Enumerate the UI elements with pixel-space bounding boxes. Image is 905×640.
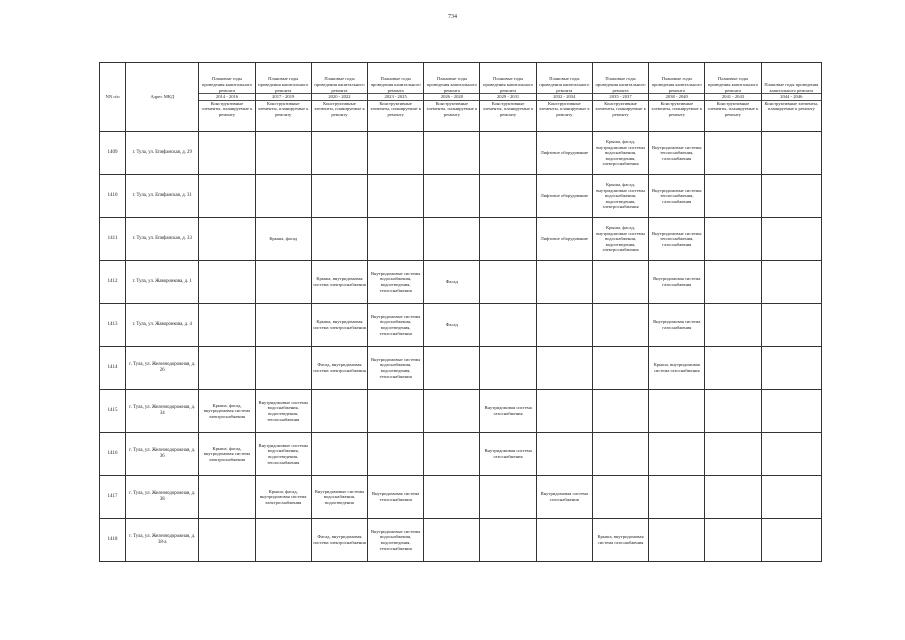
repair-cell: [424, 347, 480, 390]
period-title: Плановые годы проведения капитального ремонта: [201, 76, 253, 93]
repair-cell: [199, 261, 255, 304]
table-row: [100, 390, 822, 433]
repair-cell: Внутридомовая система теплоснабжения: [368, 476, 424, 519]
period-title: Плановые годы проведения капитального ремонта: [707, 76, 759, 93]
period-subtitle: Конструктивные элементы, планируемые к ремонту: [426, 100, 478, 117]
repair-cell: [536, 390, 592, 433]
row-address: г. Тула, ул. Железнодорожная, д. 38: [126, 476, 199, 519]
repair-cell: Лифтовое оборудование: [536, 218, 592, 261]
repair-cell: [199, 175, 255, 218]
table-row: [100, 304, 822, 347]
repair-cell: [536, 433, 592, 476]
row-address: г. Тула, ул. Железнодорожная, д. 26: [126, 347, 199, 390]
repair-cell: Внутридомовые системы водоснабжения, водоотведения, теплоснабжения: [368, 519, 424, 562]
header-period: [761, 63, 821, 132]
period-subtitle: Конструктивные элементы, планируемые к ремонту: [257, 100, 309, 117]
repair-cell: [705, 218, 761, 261]
repair-cell: [761, 304, 821, 347]
repair-cell: Внутридомовая система газоснабжения: [480, 433, 536, 476]
repair-cell: [705, 519, 761, 562]
repair-cell: [761, 476, 821, 519]
repair-cell: [199, 476, 255, 519]
repair-cell: Внутридомовые системы теплоснабжения, газоснабжения: [649, 175, 705, 218]
row-address: г. Тула, ул. Епифанская, д. 33: [126, 218, 199, 261]
repair-cell: [199, 132, 255, 175]
period-subtitle: Конструктивные элементы, планируемые к ремонту: [482, 100, 534, 117]
row-address: г. Тула, ул. Жаворонкова, д. 4: [126, 304, 199, 347]
repair-cell: [199, 347, 255, 390]
repair-cell: [368, 390, 424, 433]
repair-cell: [592, 476, 648, 519]
repair-cell: [761, 519, 821, 562]
repair-cell: [649, 390, 705, 433]
row-number: 1411: [100, 218, 126, 261]
repair-cell: [311, 175, 367, 218]
repair-cell: Внутридомовые системы водоснабжения, водоотведения, теплоснабжения: [368, 304, 424, 347]
repair-cell: Фасад: [424, 261, 480, 304]
repair-cell: [311, 218, 367, 261]
repair-cell: [480, 132, 536, 175]
capital-repair-table: [99, 62, 822, 562]
repair-cell: [649, 476, 705, 519]
repair-cell: [761, 347, 821, 390]
period-title: Плановые годы проведения капитального ремонта: [426, 76, 477, 93]
repair-cell: Крыша, фасад, внутридомовая система электроснабжения: [199, 433, 255, 476]
repair-cell: Крыша, внутридомовая система газоснабжения: [649, 347, 705, 390]
row-number: 1416: [100, 433, 126, 476]
table-row: [100, 433, 822, 476]
page-number: 734: [448, 14, 457, 20]
repair-cell: [761, 390, 821, 433]
repair-cell: [705, 476, 761, 519]
repair-cell: Внутридомовые системы водоснабжения, водоотведения, теплоснабжения: [255, 390, 311, 433]
table-row: [100, 132, 822, 175]
repair-cell: [705, 304, 761, 347]
row-number: 1410: [100, 175, 126, 218]
repair-cell: [480, 261, 536, 304]
repair-cell: Внутридомовые системы водоснабжения, водоотведения, теплоснабжения: [368, 347, 424, 390]
repair-cell: [311, 433, 367, 476]
repair-cell: [705, 261, 761, 304]
repair-cell: [649, 433, 705, 476]
header-period: [424, 63, 480, 132]
header-period: [368, 63, 424, 132]
repair-cell: [255, 519, 311, 562]
repair-cell: [592, 433, 648, 476]
period-years: 2020 - 2022: [312, 93, 367, 101]
repair-cell: [592, 390, 648, 433]
repair-cell: [199, 519, 255, 562]
repair-cell: Крыша, фасад, внутридомовая система электроснабжения: [199, 390, 255, 433]
period-title: Плановые годы проведения капитального ремонта: [764, 82, 819, 93]
repair-cell: [424, 476, 480, 519]
repair-cell: [480, 347, 536, 390]
repair-cell: [424, 519, 480, 562]
repair-cell: [592, 304, 648, 347]
period-subtitle: Конструктивные элементы, планируемые к ремонту: [314, 100, 365, 117]
repair-cell: [424, 175, 480, 218]
row-number: 1418: [100, 519, 126, 562]
repair-cell: Внутридомовая система газоснабжения: [649, 304, 705, 347]
header-period: [199, 63, 255, 132]
repair-cell: [368, 433, 424, 476]
repair-cell: [536, 347, 592, 390]
repair-cell: [480, 476, 536, 519]
repair-cell: [255, 304, 311, 347]
row-number: 1413: [100, 304, 126, 347]
table-row: [100, 519, 822, 562]
header-period: [592, 63, 648, 132]
repair-cell: Фасад: [424, 304, 480, 347]
repair-cell: [480, 304, 536, 347]
repair-cell: [424, 390, 480, 433]
period-years: 2017 - 2019: [256, 93, 311, 101]
period-title: Плановые годы проведения капитального ремонта: [370, 76, 421, 93]
repair-cell: [368, 175, 424, 218]
table-row: [100, 347, 822, 390]
header-row: [100, 63, 822, 132]
repair-cell: [255, 347, 311, 390]
header-num: NN п/п: [100, 63, 126, 132]
period-title: Плановые годы проведения капитального ремонта: [539, 76, 590, 93]
row-number: 1409: [100, 132, 126, 175]
row-address: г. Тула, ул. Железнодорожная, д. 36: [126, 433, 199, 476]
row-number: 1414: [100, 347, 126, 390]
period-subtitle: Конструктивные элементы, планируемые к ремонту: [538, 100, 590, 117]
repair-cell: [255, 175, 311, 218]
repair-cell: [424, 132, 480, 175]
repair-cell: Фасад, внутридомовая система электроснабжения: [311, 347, 367, 390]
row-number: 1415: [100, 390, 126, 433]
row-address: г. Тула, ул. Епифанская, д. 29: [126, 132, 199, 175]
repair-cell: [311, 390, 367, 433]
repair-cell: Внутридомовые системы теплоснабжения, газоснабжения: [649, 132, 705, 175]
repair-cell: [536, 261, 592, 304]
period-years: 2014 - 2016: [199, 93, 254, 101]
repair-cell: Лифтовое оборудование: [536, 175, 592, 218]
repair-cell: Внутридомовая система газоснабжения: [480, 390, 536, 433]
period-title: Плановые годы проведения капитального ремонта: [651, 76, 702, 93]
repair-cell: [480, 519, 536, 562]
repair-cell: Фасад, внутридомовая система электроснабжения: [311, 519, 367, 562]
period-years: 2026 - 2028: [424, 93, 479, 101]
repair-cell: [761, 433, 821, 476]
repair-cell: Крыша, внутридомовая система электроснабжения: [311, 261, 367, 304]
repair-cell: [424, 433, 480, 476]
repair-cell: [368, 132, 424, 175]
period-title: Плановые годы проведения капитального ремонта: [314, 76, 365, 93]
repair-cell: Внутридомовая система газоснабжения: [649, 261, 705, 304]
repair-cell: [480, 175, 536, 218]
repair-cell: [480, 218, 536, 261]
repair-cell: [424, 218, 480, 261]
repair-cell: [705, 390, 761, 433]
header-period: [311, 63, 367, 132]
repair-cell: [368, 218, 424, 261]
repair-cell: [255, 261, 311, 304]
repair-cell: [592, 261, 648, 304]
repair-cell: [761, 261, 821, 304]
header-period: [536, 63, 592, 132]
repair-cell: Внутридомовые системы водоснабжения, водоотведения, теплоснабжения: [255, 433, 311, 476]
header-period: [480, 63, 536, 132]
period-years: 2023 - 2025: [368, 93, 423, 101]
repair-cell: Внутридомовые системы водоснабжения, водоотведения, теплоснабжения: [368, 261, 424, 304]
period-years: 2029 - 2031: [480, 93, 535, 101]
period-subtitle: Конструктивные элементы, планируемые к ремонту: [370, 100, 421, 117]
repair-cell: Лифтовое оборудование: [536, 132, 592, 175]
period-years: 2041 - 2043: [705, 93, 760, 101]
row-address: г. Тула, ул. Железнодорожная, д. 34: [126, 390, 199, 433]
repair-cell: [592, 347, 648, 390]
period-years: 2044 - 2046: [762, 93, 821, 101]
repair-cell: [649, 519, 705, 562]
header-period: [255, 63, 311, 132]
repair-cell: [255, 132, 311, 175]
repair-cell: Крыша, фасад: [255, 218, 311, 261]
repair-cell: [536, 519, 592, 562]
period-subtitle: Конструктивные элементы, планируемые к ремонту: [707, 100, 759, 117]
period-years: 2035 - 2037: [593, 93, 648, 101]
repair-cell: [705, 175, 761, 218]
table-row: [100, 175, 822, 218]
repair-cell: Крыша, внутридомовая система электроснабжения: [311, 304, 367, 347]
repair-cell: Крыша, фасад, внутридомовая система электроснабжения: [255, 476, 311, 519]
table-row: [100, 476, 822, 519]
row-address: г. Тула, ул. Жаворонкова, д. 1: [126, 261, 199, 304]
repair-cell: Крыша, фасад, внутридомовые системы водоснабжения, водоотведения, электроснабжения: [592, 218, 648, 261]
header-period: [705, 63, 761, 132]
repair-cell: [536, 304, 592, 347]
repair-cell: [199, 218, 255, 261]
period-years: 2038 - 2040: [649, 93, 704, 101]
row-number: 1412: [100, 261, 126, 304]
period-title: Плановые годы проведения капитального ремонта: [595, 76, 646, 93]
period-title: Плановые годы проведения капитального ремонта: [483, 76, 534, 93]
period-years: 2032 - 2034: [537, 93, 592, 101]
repair-cell: [705, 347, 761, 390]
repair-cell: [761, 175, 821, 218]
period-subtitle: Конструктивные элементы, планируемые к ремонту: [595, 100, 646, 117]
row-address: г. Тула, ул. Железнодорожная, д. 38-а: [126, 519, 199, 562]
repair-cell: Внутридомовая система газоснабжения: [536, 476, 592, 519]
repair-cell: [761, 132, 821, 175]
repair-cell: Крыша, внутридомовая система газоснабжения: [592, 519, 648, 562]
header-period: [649, 63, 705, 132]
row-address: г. Тула, ул. Епифанская, д. 31: [126, 175, 199, 218]
repair-cell: [705, 132, 761, 175]
repair-cell: [705, 433, 761, 476]
period-title: Плановые годы проведения капитального ремонта: [258, 76, 309, 93]
repair-cell: Внутридомовые системы водоснабжения, водоотведения: [311, 476, 367, 519]
period-subtitle: Конструктивные элементы, планируемые к ремонту: [201, 100, 253, 117]
repair-cell: [311, 132, 367, 175]
repair-cell: [199, 304, 255, 347]
repair-cell: Крыша, фасад, внутридомовые системы водоснабжения, водоотведения, электроснабжения: [592, 175, 648, 218]
repair-cell: Внутридомовые системы теплоснабжения, газоснабжения: [649, 218, 705, 261]
period-subtitle: Конструктивные элементы, планируемые к ремонту: [764, 100, 819, 112]
table-row: [100, 261, 822, 304]
header-address: Адрес МКД: [126, 63, 199, 132]
table-row: [100, 218, 822, 261]
period-subtitle: Конструктивные элементы, планируемые к ремонту: [651, 100, 703, 117]
repair-cell: [761, 218, 821, 261]
row-number: 1417: [100, 476, 126, 519]
repair-cell: Крыша, фасад, внутридомовые системы водоснабжения, водоотведения, электроснабжения: [592, 132, 648, 175]
